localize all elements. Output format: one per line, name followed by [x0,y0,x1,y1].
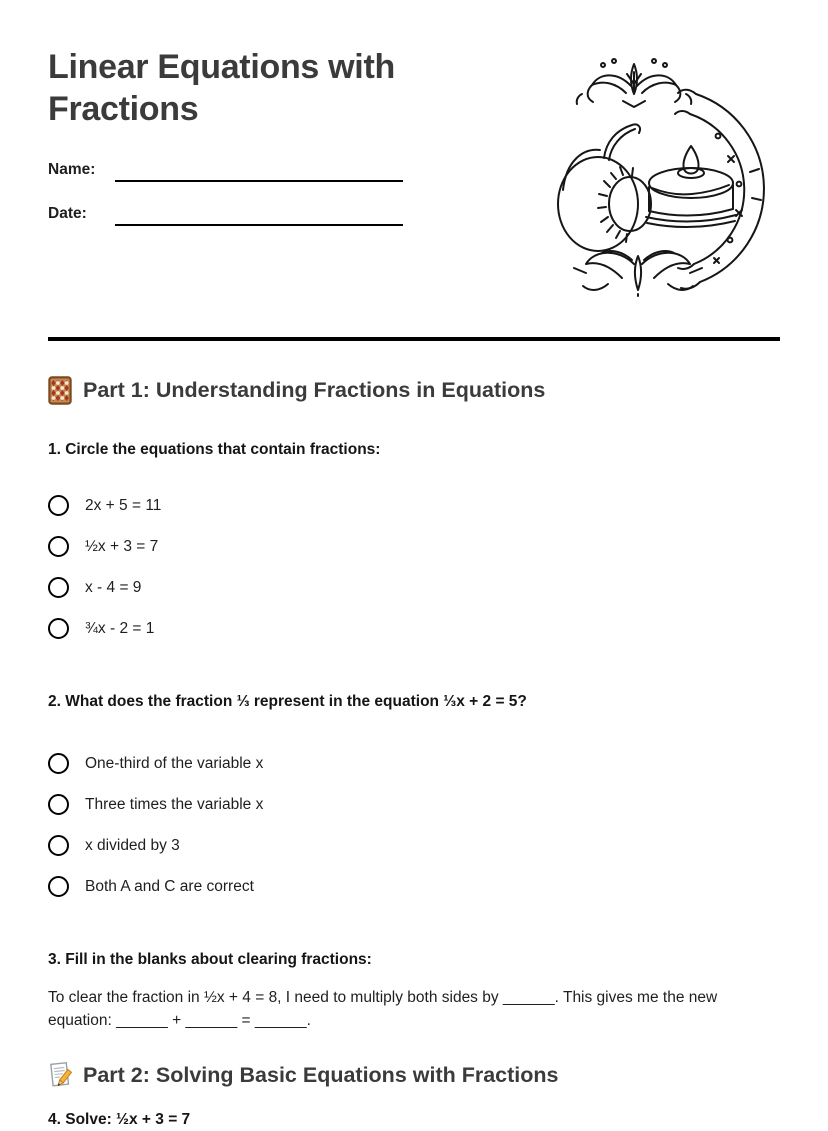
worksheet-header [48,46,780,304]
radio-circle[interactable] [48,835,69,856]
question-3-prompt: 3. Fill in the blanks about clearing fractions: [48,951,372,968]
radio-circle[interactable] [48,794,69,815]
question-1-options [48,495,780,639]
option-row [48,536,780,557]
name-label: Name: [48,161,96,178]
memo-icon [48,1061,72,1090]
ornament-top-icon [577,59,692,107]
part2-heading [48,1060,780,1090]
name-field-row [48,156,408,182]
option-label: ¾x - 2 = 1 [85,619,155,637]
option-label: ½x + 3 = 7 [85,537,159,555]
question-4-prompt: 4. Solve: ½x + 3 = 7 [48,1111,191,1128]
section-divider [48,337,780,341]
date-input-line[interactable] [115,204,403,226]
option-row [48,794,780,815]
option-row [48,835,780,856]
option-label: One-third of the variable x [85,754,264,772]
date-field-row [48,200,408,226]
option-label: x - 4 = 9 [85,578,142,596]
kiwi-drawing [558,124,651,251]
part1-section [48,375,780,1032]
question-3-fill-text: To clear the fraction in ½x + 4 = 8, I need to multiply both sides by ______. This gives me the new equation: ______ + ______ = ______. [48,989,718,1029]
date-label: Date: [48,205,87,222]
cake-drawing [646,146,736,227]
radio-circle[interactable] [48,876,69,897]
option-row [48,495,780,516]
question-2-prompt: 2. What does the fraction ⅓ represent in the equation ⅓x + 2 = 5? [48,693,527,710]
radio-circle[interactable] [48,618,69,639]
option-row [48,618,780,639]
part1-heading-text: Part 1: Understanding Fractions in Equations [83,377,546,402]
part2-heading-text: Part 2: Solving Basic Equations with Fractions [83,1062,559,1087]
option-label: Three times the variable x [85,795,264,813]
abacus-icon [48,376,72,405]
radio-circle[interactable] [48,753,69,774]
option-label: Both A and C are correct [85,877,254,895]
option-row [48,876,780,897]
question-1-prompt: 1. Circle the equations that contain fractions: [48,441,381,458]
part2-section [48,1060,780,1131]
radio-circle[interactable] [48,536,69,557]
option-label: 2x + 5 = 11 [85,496,162,514]
question-2-options [48,753,780,897]
option-label: x divided by 3 [85,836,180,854]
part1-heading [48,375,780,405]
page-title: Linear Equations with Fractions [48,48,395,128]
option-row [48,577,780,598]
name-input-line[interactable] [115,160,403,182]
decorative-illustration [546,52,768,300]
radio-circle[interactable] [48,495,69,516]
option-row [48,753,780,774]
radio-circle[interactable] [48,577,69,598]
